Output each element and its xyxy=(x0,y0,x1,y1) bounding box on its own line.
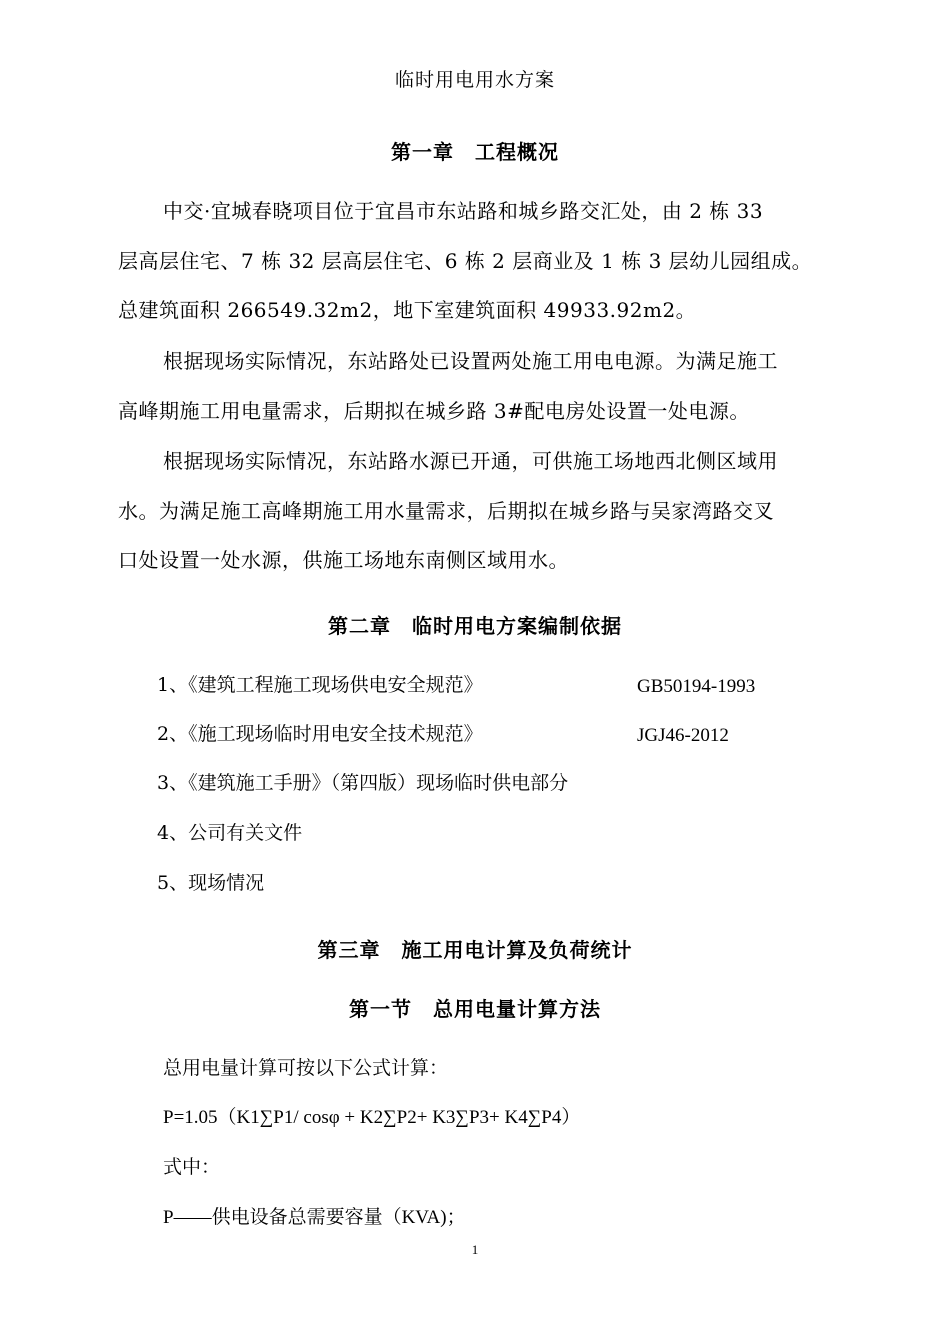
reference-item-4: 4、公司有关文件 xyxy=(157,822,303,844)
formula-intro: 总用电量计算可按以下公式计算： xyxy=(163,1057,449,1079)
paragraph-line: 口处设置一处水源，供施工场地东南侧区域用水。 xyxy=(118,548,569,572)
reference-item-5: 5、现场情况 xyxy=(157,872,265,894)
reference-item-3: 3、《建筑施工手册》（第四版）现场临时供电部分 xyxy=(157,772,569,794)
paragraph-line: 总建筑面积 266549.32m2，地下室建筑面积 49933.92m2。 xyxy=(118,298,697,322)
document-title: 临时用电用水方案 xyxy=(394,69,555,91)
section-1-heading: 第一节 总用电量计算方法 xyxy=(349,997,601,1021)
paragraph-line: 根据现场实际情况，东站路处已设置两处施工用电电源。为满足施工 xyxy=(163,349,778,373)
chapter-2-heading: 第二章 临时用电方案编制依据 xyxy=(328,614,622,638)
reference-item-1: 1、《建筑工程施工现场供电安全规范》 xyxy=(157,674,483,696)
formula-where: 式中： xyxy=(163,1156,221,1178)
page-number: 1 xyxy=(471,1242,479,1257)
variable-definition-p: P——供电设备总需要容量（KVA)； xyxy=(163,1207,466,1228)
reference-code-2: JGJ46-2012 xyxy=(637,725,729,746)
reference-code-1: GB50194-1993 xyxy=(637,676,756,697)
paragraph-line: 层高层住宅、7 栋 32 层高层住宅、6 栋 2 层商业及 1 栋 3 层幼儿园组成。 xyxy=(118,249,813,273)
paragraph-line: 中交·宜城春晓项目位于宜昌市东站路和城乡路交汇处，由 2 栋 33 xyxy=(163,199,764,223)
paragraph-line: 水。为满足施工高峰期施工用水量需求，后期拟在城乡路与吴家湾路交叉 xyxy=(118,499,774,523)
chapter-3-heading: 第三章 施工用电计算及负荷统计 xyxy=(317,938,633,962)
paragraph-line: 根据现场实际情况，东站路水源已开通，可供施工场地西北侧区域用 xyxy=(163,449,778,473)
chapter-1-heading: 第一章 工程概况 xyxy=(391,140,559,164)
paragraph-line: 高峰期施工用电量需求，后期拟在城乡路 3#配电房处设置一处电源。 xyxy=(118,399,750,423)
reference-item-2: 2、《施工现场临时用电安全技术规范》 xyxy=(157,723,483,745)
formula: P=1.05（K1∑P1/ cosφ + K2∑P2+ K3∑P3+ K4∑P4） xyxy=(163,1107,581,1128)
